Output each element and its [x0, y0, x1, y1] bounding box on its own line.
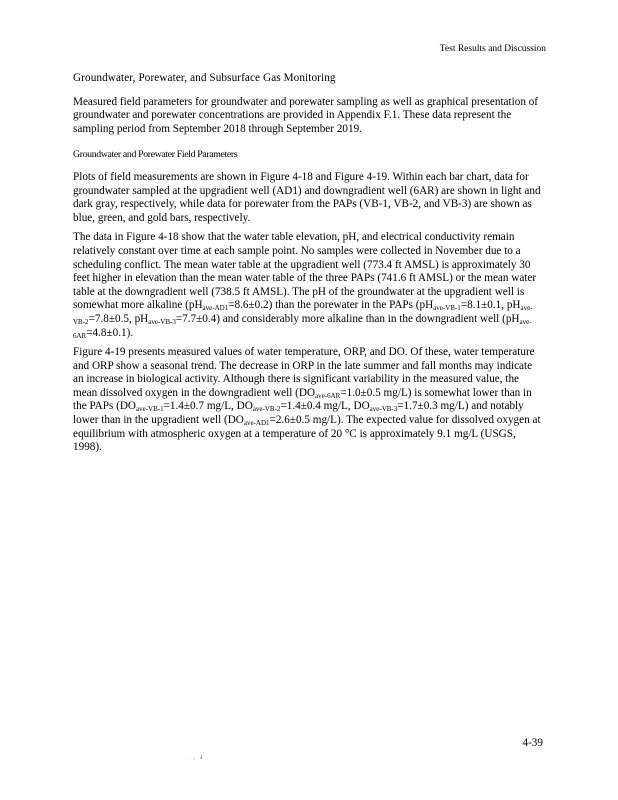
text-run: =7.7±0.4) and considerably more alkaline than in the downgradient well (pH [175, 312, 520, 325]
text-run: The data in Figure 4-18 show that the water table elevation, pH, and electrical conductivity remain relatively constant over time at each sample point. No samples were collected in November due to a scheduling conflict. The mean water table at the upgradient well (773.4 ft AMSL) is approximately 30 feet higher in elevation than the mean water table of the three PAPs (741.6 ft AMSL) or the mean water table at the downgradient well (738.5 ft AMSL). The pH of the groundwater at the upgradient well is somewhat more alkaline (pH [73, 231, 537, 312]
footer-marks: . , 4 [187, 756, 205, 761]
text-run: =1.0±0.5 mg/L) is somewhat lower than in the PAPs (DO [73, 386, 532, 413]
subscript: ave-VB-1 [433, 304, 461, 313]
page-body [73, 72, 541, 461]
text-run: =1.7±0.3 mg/L) and notably lower than in the upgradient well (DO [73, 400, 524, 427]
text-run: =8.6±0.2) than the porewater in the PAPs (pH [228, 299, 434, 312]
text-run: Figure 4-19 presents measured values of water temperature, ORP, and DO. Of these, water temperature and ORP show a seasonal trend. The decrease in ORP in the late summer and fall months may indicate an increase in biological activity. Although there is significant variability in the measured value, the mean dissolved oxygen in the downgradient well (DO [73, 346, 535, 399]
paragraph-water-table-ph [73, 231, 541, 340]
section-heading: Groundwater, Porewater, and Subsurface Gas Monitoring [73, 72, 336, 84]
text-run: =7.8±0.5, pH [88, 312, 149, 325]
paragraph-temperature-orp-do [73, 346, 541, 455]
page-number: 4-39 [522, 737, 543, 749]
subscript: ave-VB-2 [73, 304, 533, 326]
subscript: ave-6AR [315, 391, 341, 400]
subscript: ave-VB-2 [252, 405, 281, 414]
text-run: =1.4±0.4 mg/L, DO [280, 400, 370, 413]
subscript: ave-VB-3 [369, 405, 398, 414]
text-run: =2.6±0.5 mg/L). The expected value for dissolved oxygen at equilibrium with atmospheric oxygen at a temperature of 20 °C is approximately 9.1 mg/L (USGS, 1998). [73, 414, 541, 454]
running-header: Test Results and Discussion [439, 44, 546, 54]
subscript: ave-VB-1 [136, 405, 164, 414]
subscript: ave-AD1 [202, 304, 229, 313]
subscript: ave-VB-3 [148, 317, 176, 326]
subsection-heading: Groundwater and Porewater Field Parameters [73, 149, 238, 161]
text-run: =8.1±0.1, pH [460, 299, 521, 312]
text-run: =1.4±0.7 mg/L, DO [163, 400, 253, 413]
subscript: ave-6AR [73, 317, 532, 340]
intro-paragraph: Measured field parameters for groundwater and porewater sampling as well as graphical presentation of groundwater and porewater concentrations are provided in Appendix F.1. These data represent the sampling period from September 2018 through September 2019. [73, 95, 539, 135]
text-run: =4.8±0.1). [86, 326, 134, 339]
paragraph-figures: Plots of field measurements are shown in Figure 4-18 and Figure 4-19. Within each bar chart, data for groundwater sampled at the upgradient well (AD1) and downgradient well (6AR) are shown in light and dark gray, respectively, while data for porewater from the PAPs (VB-1, VB-2, and VB-3) are shown as blue, green, and gold bars, respectively. [73, 170, 541, 224]
subscript: ave-AD1 [243, 419, 270, 428]
